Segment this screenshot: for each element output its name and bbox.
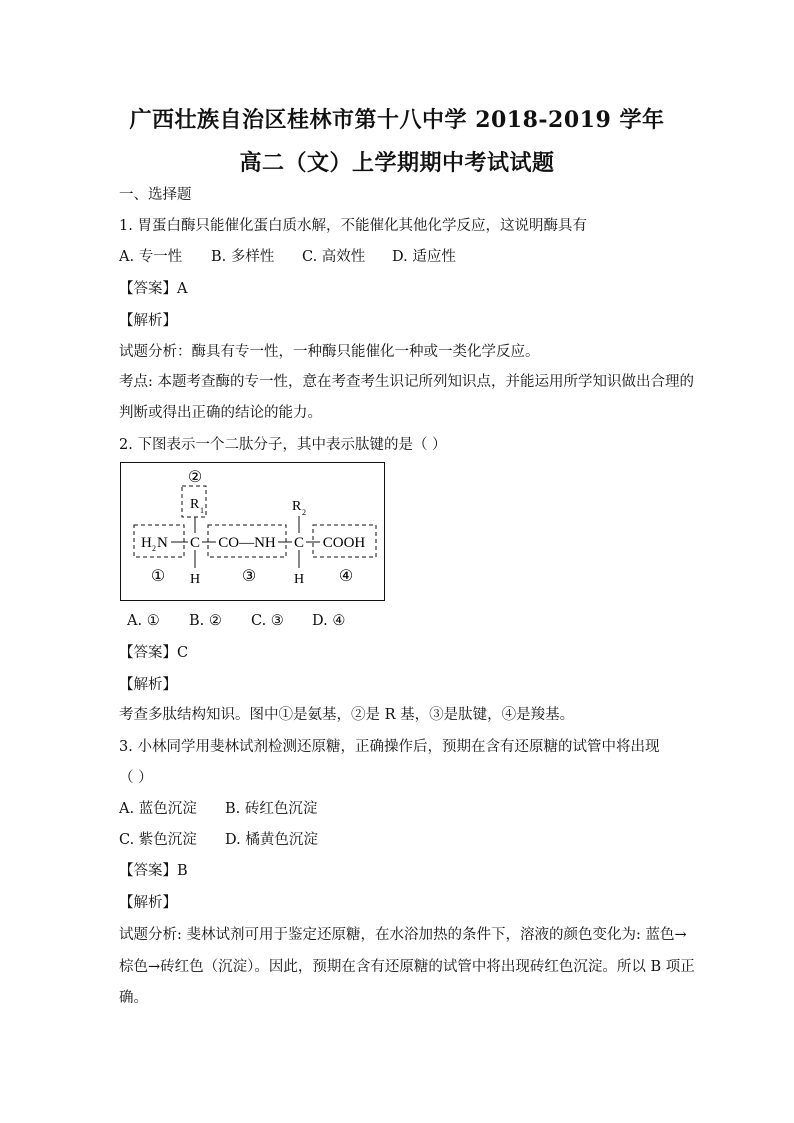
amino-n: N	[157, 535, 168, 551]
alpha-carbon-right: C	[293, 535, 305, 551]
q1-stem: 1. 胃蛋白酶只能催化蛋白质水解，不能催化其他化学反应，这说明酶具有	[119, 218, 587, 234]
r2-subscript: 2	[302, 508, 306, 517]
q1-option-d: D. 适应性	[392, 249, 456, 265]
q2-option-d: D. ④	[312, 613, 346, 629]
amino-subscript: 2	[152, 544, 156, 553]
q3-option-d: D. 橘黄色沉淀	[225, 832, 318, 848]
q2-analysis-label: 【解析】	[119, 677, 177, 693]
q3-answer: 【答案】B	[119, 863, 188, 879]
r1-subscript: 1	[200, 506, 204, 515]
q3-analysis-2: 棕色→砖红色（沉淀）。因此，预期在含有还原糖的试管中将出现砖红色沉淀。所以 B 项正	[119, 959, 695, 975]
q1-option-c: C. 高效性	[302, 249, 366, 265]
q1-analysis-label: 【解析】	[119, 313, 177, 329]
h-right: H	[293, 572, 305, 587]
label-2: ②	[187, 469, 203, 486]
q3-option-b: B. 砖红色沉淀	[225, 801, 318, 817]
q1-option-a: A. 专一性	[119, 249, 183, 265]
q1-analysis-1: 试题分析：酶具有专一性，一种酶只能催化一种或一类化学反应。	[119, 344, 540, 360]
section-heading: 一、选择题	[119, 187, 192, 203]
q3-option-a: A. 蓝色沉淀	[119, 801, 197, 817]
label-3: ③	[241, 568, 257, 585]
dipeptide-diagram	[120, 462, 385, 601]
q2-option-a: A. ①	[127, 613, 160, 629]
carboxyl-text: COOH	[322, 535, 366, 551]
q1-analysis-2a: 考点: 本题考查酶的专一性，意在考查考生识记所列知识点，并能运用所学知识做出合理的	[119, 374, 694, 390]
h-left: H	[189, 572, 201, 587]
q1-analysis-2b: 判断或得出正确的结论的能力。	[119, 405, 322, 421]
q2-analysis-1: 考查多肽结构知识。图中①是氨基，②是 R 基，③是肽键，④是羧基。	[119, 707, 575, 723]
q3-options-row-2	[119, 830, 318, 850]
q2-options	[127, 611, 345, 631]
q2-option-b: B. ②	[189, 613, 222, 629]
q3-stem-2: （ ）	[119, 770, 153, 786]
peptide-bond-text: CO—NH	[218, 535, 276, 551]
alpha-carbon-left: C	[189, 535, 201, 551]
q3-stem: 3. 小林同学用斐林试剂检测还原糖，正确操作后，预期在含有还原糖的试管中将出现	[119, 739, 660, 755]
r1-label: R	[190, 497, 200, 512]
label-1: ①	[150, 568, 166, 585]
label-4: ④	[338, 568, 354, 585]
q3-options-row-1	[119, 799, 317, 819]
q1-option-b: B. 多样性	[211, 249, 275, 265]
r2-label: R	[292, 499, 302, 514]
q2-stem: 2. 下图表示一个二肽分子，其中表示肽键的是（ ）	[119, 437, 447, 453]
q3-analysis-3: 确。	[119, 990, 148, 1006]
q2-option-c: C. ③	[251, 613, 284, 629]
q1-options	[119, 247, 456, 267]
q3-analysis-label: 【解析】	[119, 895, 177, 911]
q3-option-c: C. 紫色沉淀	[119, 832, 197, 848]
q2-answer: 【答案】C	[119, 645, 189, 661]
title-line-1: 广西壮族自治区桂林市第十八中学 2018-2019 学年	[129, 107, 665, 133]
q1-answer: 【答案】A	[119, 281, 188, 297]
title-line-2: 高二（文）上学期期中考试试题	[239, 150, 555, 176]
amino-h: H	[141, 535, 152, 551]
q3-analysis-1: 试题分析: 斐林试剂可用于鉴定还原糖，在水浴加热的条件下，溶液的颜色变化为: 蓝色→	[119, 927, 687, 943]
